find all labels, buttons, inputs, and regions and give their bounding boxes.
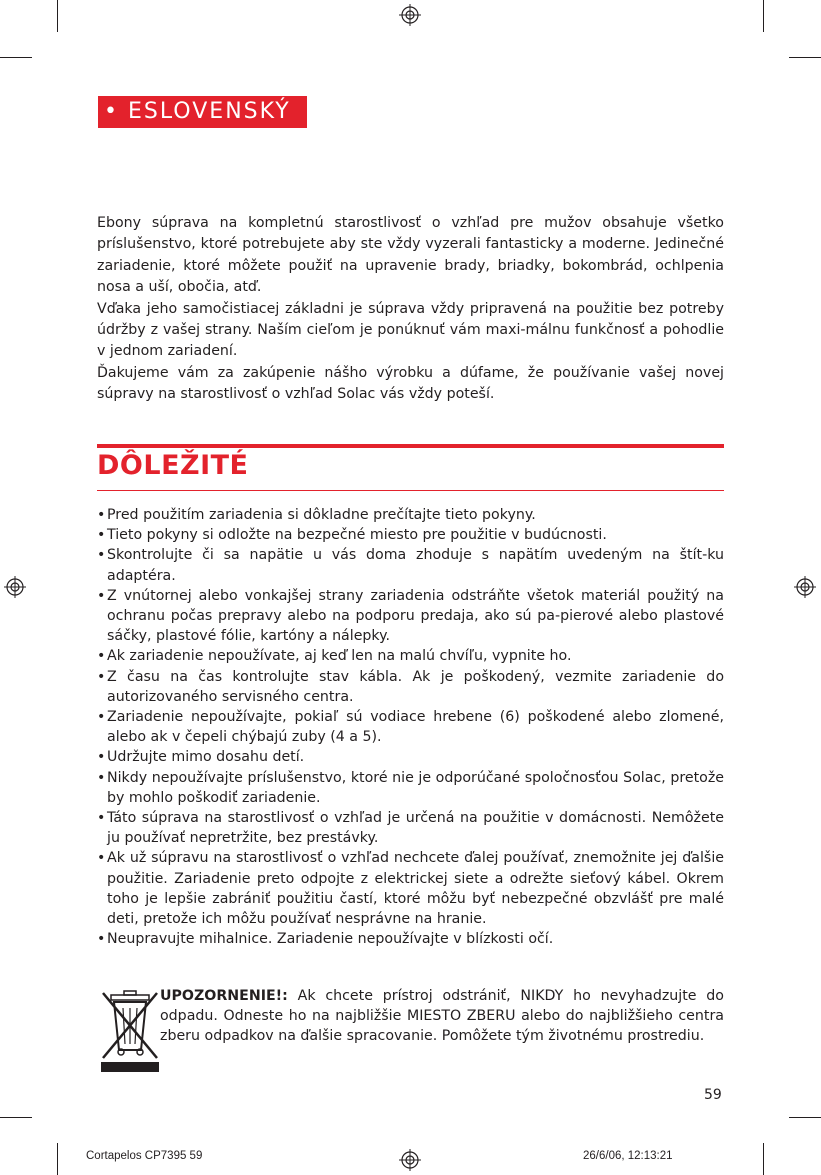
- list-item: • Táto súprava na starostlivosť o vzhľad je určená na použitie v domácnosti. Nemôžete ju používať nepretržite, bez prestávky.: [97, 808, 724, 848]
- list-item: • Ak už súpravu na starostlivosť o vzhľad nechcete ďalej používať, znemožnite jej ďalšie použitie. Zariadenie preto odpojte z elektrickej siete a odrežte sieťový kábel. Okrem toho je lepšie zabrániť použitiu častí, ktoré môžu byť nebezpečné obzvlášť pre malé deti, pretože ich môžu používať nesprávne na hranie.: [97, 848, 724, 929]
- crop-mark: [789, 57, 821, 58]
- print-footer-left: Cortapelos CP7395 59: [86, 1150, 203, 1162]
- crossed-out-bin-icon: [97, 988, 163, 1074]
- warning-label: UPOZORNENIE!:: [160, 988, 288, 1004]
- list-item: • Z vnútornej alebo vonkajšej strany zariadenia odstráňte všetok materiál použitý na ochranu počas prepravy alebo na podporu predaja, ako sú pa-pierové alebo plastové sáčky, plastové fólie, kartóny a nálepky.: [97, 586, 724, 647]
- section-rule-top: [97, 444, 724, 448]
- warning-text: [160, 986, 724, 1047]
- registration-mark-icon: [399, 4, 421, 26]
- registration-mark-icon: [399, 1149, 421, 1171]
- crop-mark: [57, 0, 58, 32]
- list-item: • Nikdy nepoužívajte príslušenstvo, ktoré nie je odporúčané spoločnosťou Solac, pretože by mohlo poškodiť zariadenie.: [97, 768, 724, 808]
- list-item: • Tieto pokyny si odložte na bezpečné miesto pre použitie v budúcnosti.: [97, 525, 724, 545]
- crop-mark: [763, 1143, 764, 1175]
- list-item: • Ak zariadenie nepoužívate, aj keď len na malú chvíľu, vypnite ho.: [97, 646, 724, 666]
- print-footer-right: 26/6/06, 12:13:21: [583, 1150, 673, 1162]
- crop-mark: [789, 1117, 821, 1118]
- list-item: • Neupravujte mihalnice. Zariadenie nepoužívajte v blízkosti očí.: [97, 929, 724, 949]
- warning-body: Ak chcete prístroj odstrániť, NIKDY ho nevyhadzujte do odpadu. Odneste ho na najbližšie MIESTO ZBERU alebo do najbližšieho centra zberu odpadkov na ďalšie spracovanie. Pomôžete tým životnému prostrediu.: [160, 988, 724, 1045]
- registration-mark-icon: [794, 576, 816, 598]
- crop-mark: [0, 57, 32, 58]
- section-rule-bottom: [97, 490, 724, 491]
- intro-paragraph: Ebony súprava na kompletnú starostlivosť o vzhľad pre mužov obsahuje všetko príslušenstvo, ktoré potrebujete aby ste vždy vyzerali fantasticky a moderne. Jedinečné zariadenie, ktoré môžete použiť na upravenie brady, briadky, bokombrád, ochlpenia nosa a uší, obočia, atď.: [97, 215, 724, 296]
- list-item: • Skontrolujte či sa napätie u vás doma zhoduje s napätím uvedeným na štít-ku adaptéra.: [97, 545, 724, 585]
- crop-mark: [57, 1143, 58, 1175]
- list-item: • Zariadenie nepoužívajte, pokiaľ sú vodiace hrebene (6) poškodené alebo zlomené, alebo ak v čepeli chýbajú zuby (4 a 5).: [97, 707, 724, 747]
- crop-mark: [763, 0, 764, 32]
- section-title: DÔLEŽITÉ: [97, 450, 249, 481]
- intro-text: [97, 213, 724, 406]
- language-badge: • ESLOVENSKÝ: [98, 96, 307, 128]
- list-item: • Udržujte mimo dosahu detí.: [97, 747, 724, 767]
- safety-instructions-list: [97, 505, 724, 949]
- crop-mark: [0, 1117, 32, 1118]
- list-item: • Pred použitím zariadenia si dôkladne prečítajte tieto pokyny.: [97, 505, 724, 525]
- intro-paragraph: Ďakujeme vám za zakúpenie nášho výrobku a dúfame, že používanie vašej novej súpravy na starostlivosť o vzhľad Solac vás vždy poteší.: [97, 364, 724, 403]
- intro-paragraph: Vďaka jeho samočistiacej základni je súprava vždy pripravená na použitie bez potreby údržby z vašej strany. Naším cieľom je ponúknuť vám maxi-málnu funkčnosť a pohodlie v jednom zariadení.: [97, 300, 724, 360]
- page-number: 59: [704, 1087, 722, 1103]
- list-item: • Z času na čas kontrolujte stav kábla. Ak je poškodený, vezmite zariadenie do autorizovaného servisného centra.: [97, 667, 724, 707]
- registration-mark-icon: [4, 576, 26, 598]
